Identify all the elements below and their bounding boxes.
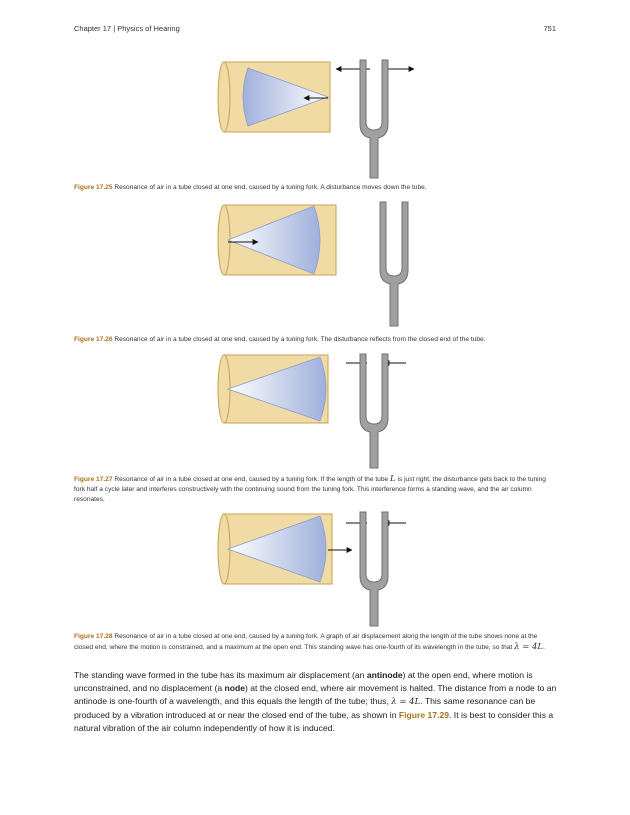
figure-label: Figure 17.26 xyxy=(74,336,113,343)
term-antinode: antinode xyxy=(366,670,403,680)
figure-17-28-illustration xyxy=(210,510,430,628)
chapter-title: Chapter 17 | Physics of Hearing xyxy=(74,24,180,33)
math-length: L xyxy=(390,474,396,484)
term-node: node xyxy=(224,683,246,693)
figure-17-29-link[interactable]: Figure 17.29 xyxy=(398,710,450,720)
figure-label: Figure 17.28 xyxy=(74,633,113,640)
caption-text-after: . xyxy=(543,644,545,651)
math-relation: λ = 4L xyxy=(391,697,421,707)
figure-17-28-caption xyxy=(74,632,558,653)
figure-17-25-caption xyxy=(74,183,558,193)
caption-text: Resonance of air in a tube closed at one end, caused by a tuning fork. A disturbance moves down the tube. xyxy=(114,184,427,191)
figure-17-26-caption xyxy=(74,335,558,345)
body-paragraph xyxy=(74,669,558,735)
caption-text-after: is just right, the disturbance gets back to the tuning fork half a cycle later and interferes constructively with the continuing sound from the tuning fork. This interference forms a standing wave, and the air column resonates. xyxy=(74,476,546,503)
body-text-1: The standing wave formed in the tube has its maximum air displacement (an xyxy=(74,670,367,680)
body-text-4: . This same resonance can be produced by a vibration introduced at or near the closed end of the tube, as shown in xyxy=(74,696,536,720)
figure-17-27-caption xyxy=(74,474,558,505)
figure-17-27-illustration xyxy=(210,352,430,470)
body-text-2: ) at the open end, where motion is unconstrained, and no displacement (a xyxy=(74,670,533,693)
figure-label: Figure 17.27 xyxy=(74,476,113,483)
page-number: 751 xyxy=(543,24,556,33)
body-text-3: ) at the closed end, where air movement is halted. The distance from a node to an antinode is one-fourth of a wavelength, and this equals the length of the tube; thus, xyxy=(74,683,557,706)
figure-17-26-illustration xyxy=(210,200,430,330)
body-text-5: . It is best to consider this a natural vibration of the air column independently of how it is induced. xyxy=(74,710,554,733)
caption-text: Resonance of air in a tube closed at one end, caused by a tuning fork. The disturbance reflects from the closed end of the tube. xyxy=(114,336,486,343)
figure-label: Figure 17.25 xyxy=(74,184,113,191)
math-wavelength: λ = 4L xyxy=(514,642,544,652)
page-header xyxy=(74,24,556,36)
caption-text-before: Resonance of air in a tube closed at one end, caused by a tuning fork. If the length of the tube xyxy=(114,476,389,483)
caption-text-before: Resonance of air in a tube closed at one end, caused by a tuning fork. A graph of air displacement along the length of the tube shows none at the closed end, where the motion is constrained, and a maximum at the open end. This standing wave has one-fourth of its wavelength in the tube, so that xyxy=(74,633,538,651)
figure-17-25-illustration xyxy=(210,58,430,180)
